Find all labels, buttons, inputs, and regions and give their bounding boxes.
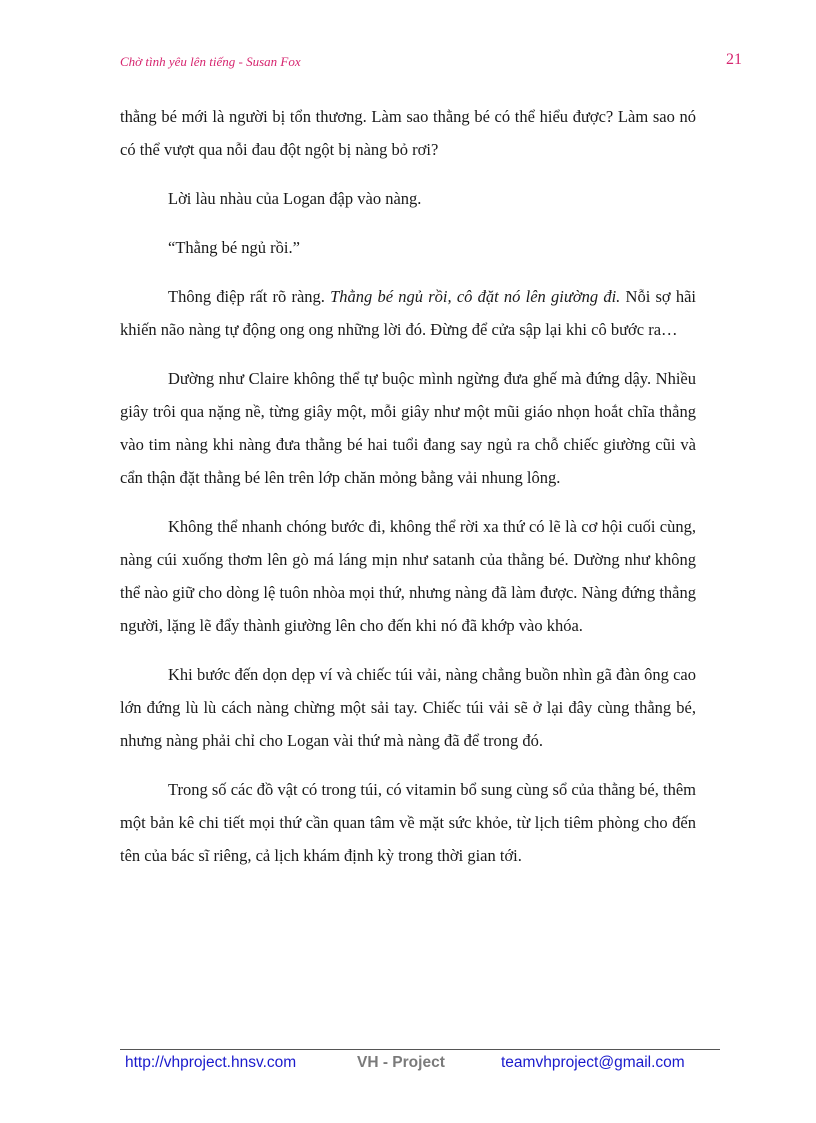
paragraph-4-rest: Nỗi sợ hãi khiến não nàng tự động ong ong những lời đó. Đừng để cửa sập lại khi cô bước ra… <box>120 287 696 339</box>
paragraph-4 <box>120 280 696 346</box>
paragraph-7: Khi bước đến dọn dẹp ví và chiếc túi vải, nàng chẳng buồn nhìn gã đàn ông cao lớn đứng lù lù cách nàng chừng một sải tay. Chiếc túi vải sẽ ở lại đây cùng thằng bé, nhưng nàng phải chỉ cho Logan vài thứ mà nàng đã để trong đó. <box>120 665 696 750</box>
paragraph-1: thằng bé mới là người bị tổn thương. Làm sao thằng bé có thể hiểu được? Làm sao nó có thể vượt qua nỗi đau đột ngột bị nàng bỏ rơi? <box>120 107 696 159</box>
footer-brand: VH - Project <box>357 1054 445 1071</box>
paragraph-2: Lời làu nhàu của Logan đập vào nàng. <box>168 189 422 208</box>
paragraph-8: Trong số các đồ vật có trong túi, có vitamin bổ sung cùng sổ của thằng bé, thêm một bản kê chi tiết mọi thứ cần quan tâm về mặt sức khỏe, từ lịch tiêm phòng cho đến tên của bác sĩ riêng, cả lịch khám định kỳ trong thời gian tới. <box>120 780 696 865</box>
paragraph-4-intro: Thông điệp rất rõ ràng. <box>168 287 331 306</box>
page-number: 21 <box>726 51 742 68</box>
paragraph-4-italic-thought: Thằng bé ngủ rồi, cô đặt nó lên giường đi. <box>330 287 621 306</box>
footer-divider <box>120 1049 720 1050</box>
paragraph-5: Dường như Claire không thể tự buộc mình ngừng đưa ghế mà đứng dậy. Nhiều giây trôi qua nặng nề, từng giây một, mỗi giây như một mũi giáo nhọn hoắt chĩa thẳng vào tim nàng khi nàng đưa thằng bé hai tuổi đang say ngủ ra chỗ chiếc giường cũi và cẩn thận đặt thằng bé lên trên lớp chăn mỏng bằng vải nhung lông. <box>120 369 696 487</box>
running-header-title: Chờ tình yêu lên tiếng - Susan Fox <box>120 54 301 69</box>
body-text <box>120 100 696 888</box>
footer-website-link[interactable]: http://vhproject.hnsv.com <box>125 1054 297 1071</box>
paragraph-6: Không thể nhanh chóng bước đi, không thể rời xa thứ có lẽ là cơ hội cuối cùng, nàng cúi xuống thơm lên gò má láng mịn như satanh của thằng bé. Dường như không thể nào giữ cho dòng lệ tuôn nhòa mọi thứ, nhưng nàng đã làm được. Nàng đứng thẳng người, lặng lẽ đẩy thành giường lên cho đến khi nó đã khớp vào khóa. <box>120 517 696 635</box>
footer-email-link[interactable]: teamvhproject@gmail.com <box>501 1054 685 1071</box>
paragraph-3: “Thằng bé ngủ rồi.” <box>168 238 300 257</box>
